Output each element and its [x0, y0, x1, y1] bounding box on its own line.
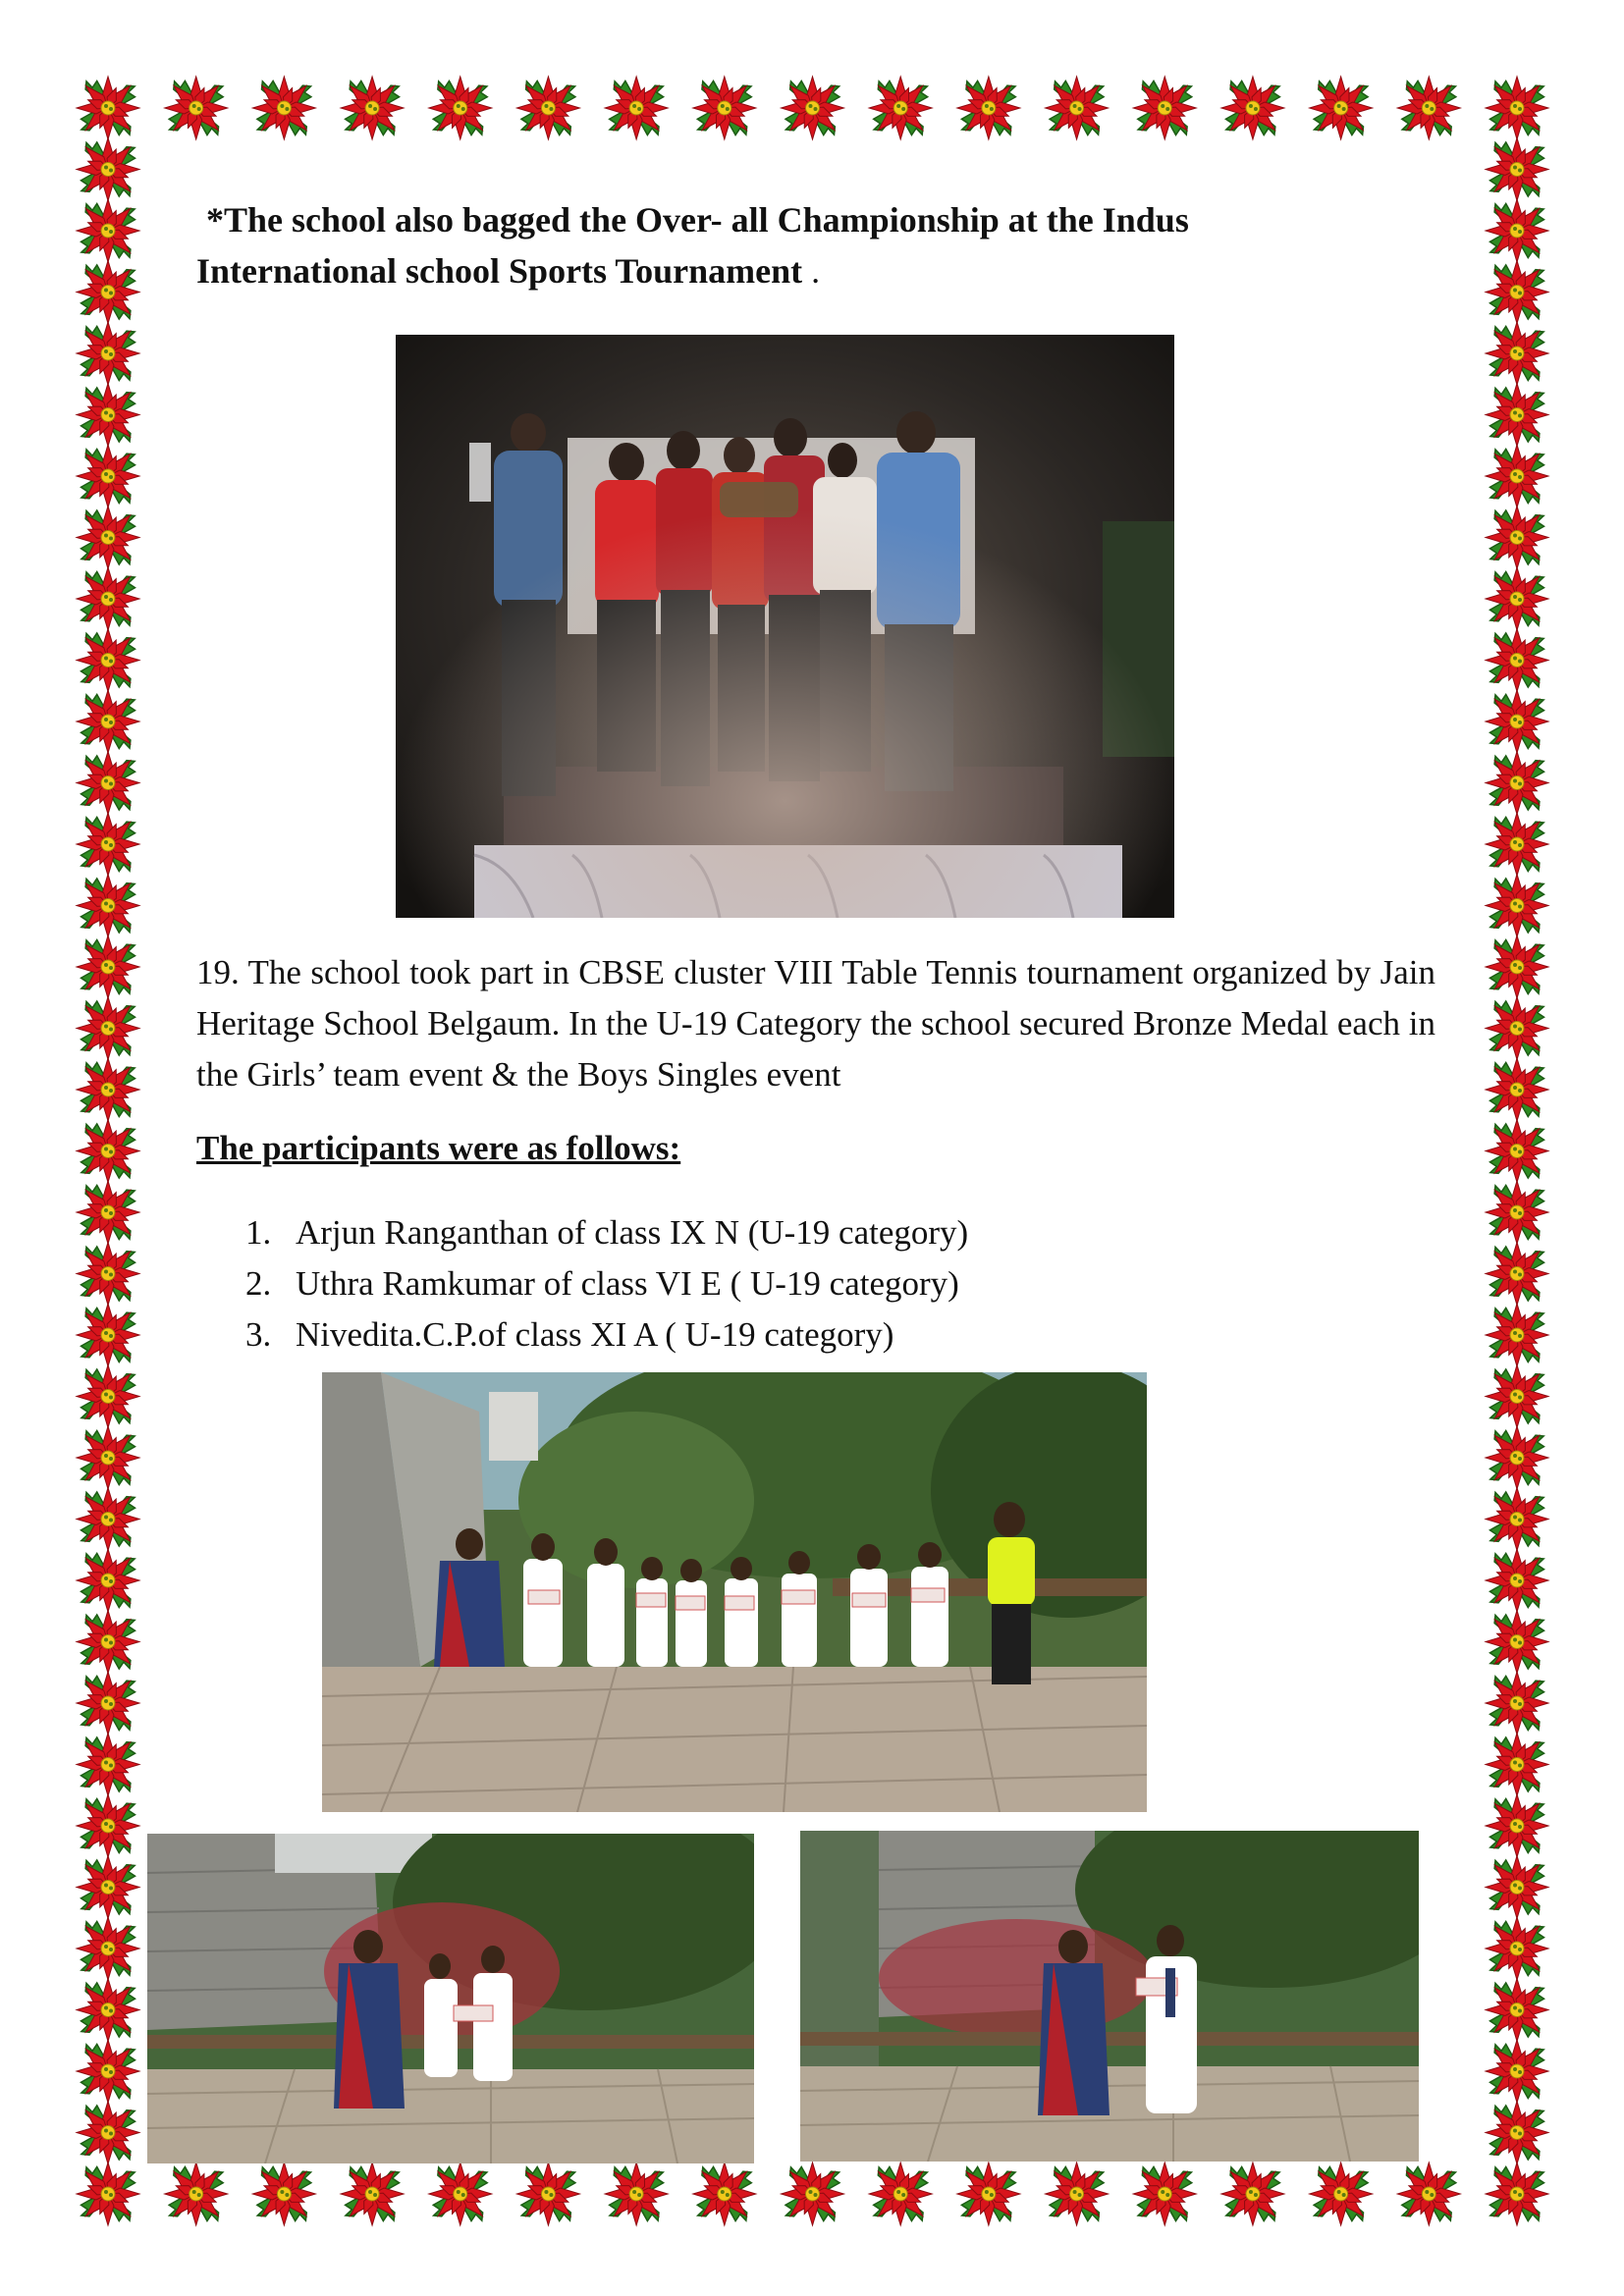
list-item-number: 3.: [245, 1315, 272, 1354]
poinsettia-flower-icon: [341, 77, 404, 139]
list-item: [245, 1309, 968, 1361]
poinsettia-flower-icon: [341, 2163, 404, 2225]
poinsettia-flower-icon: [1486, 1734, 1548, 1796]
poinsettia-flower-icon: [1486, 77, 1548, 139]
poinsettia-flower-icon: [1486, 2040, 1548, 2103]
girls-team-photo: [147, 1834, 754, 2163]
trophy-presentation-photo: [396, 335, 1174, 918]
poinsettia-flower-icon: [516, 2163, 579, 2225]
poinsettia-flower-icon: [1486, 1243, 1548, 1306]
poinsettia-flower-icon: [782, 77, 844, 139]
poinsettia-flower-icon: [1397, 77, 1460, 139]
poinsettia-flower-icon: [1486, 1611, 1548, 1674]
poinsettia-flower-icon: [77, 1734, 139, 1796]
poinsettia-flower-icon: [1486, 199, 1548, 262]
poinsettia-flower-icon: [77, 199, 139, 262]
poinsettia-flower-icon: [1486, 138, 1548, 201]
poinsettia-flower-icon: [1486, 1426, 1548, 1489]
poinsettia-flower-icon: [605, 2163, 668, 2225]
poinsettia-flower-icon: [1486, 2102, 1548, 2164]
poinsettia-flower-icon: [1133, 2163, 1196, 2225]
poinsettia-flower-icon: [693, 2163, 756, 2225]
poinsettia-flower-icon: [252, 77, 315, 139]
poinsettia-flower-icon: [77, 2040, 139, 2103]
championship-heading: [196, 194, 1375, 296]
poinsettia-flower-icon: [1397, 2163, 1460, 2225]
poinsettia-flower-icon: [77, 138, 139, 201]
poinsettia-flower-icon: [1486, 752, 1548, 815]
poinsettia-flower-icon: [1046, 77, 1109, 139]
poinsettia-flower-icon: [1486, 1488, 1548, 1551]
poinsettia-flower-icon: [957, 2163, 1020, 2225]
poinsettia-flower-icon: [77, 690, 139, 753]
poinsettia-flower-icon: [77, 1488, 139, 1551]
poinsettia-flower-icon: [77, 1120, 139, 1183]
poinsettia-flower-icon: [77, 1243, 139, 1306]
poinsettia-flower-icon: [1486, 629, 1548, 692]
poinsettia-flower-icon: [429, 2163, 492, 2225]
poinsettia-flower-icon: [77, 77, 139, 139]
poinsettia-flower-icon: [1486, 567, 1548, 630]
poinsettia-flower-icon: [1221, 77, 1284, 139]
poinsettia-flower-icon: [1221, 2163, 1284, 2225]
group-certificates-photo: [322, 1372, 1147, 1812]
heading-line-2: International school Sports Tournament: [196, 251, 803, 291]
poinsettia-flower-icon: [1486, 445, 1548, 507]
poinsettia-flower-icon: [252, 2163, 315, 2225]
poinsettia-flower-icon: [77, 445, 139, 507]
poinsettia-flower-icon: [1486, 384, 1548, 447]
poinsettia-flower-icon: [77, 2163, 139, 2225]
poinsettia-flower-icon: [77, 1549, 139, 1612]
poinsettia-flower-icon: [77, 1672, 139, 1735]
poinsettia-flower-icon: [1486, 1058, 1548, 1121]
poinsettia-flower-icon: [77, 1611, 139, 1674]
list-item-text: Nivedita.C.P.of class XI A ( U-19 category): [296, 1315, 894, 1354]
poinsettia-flower-icon: [77, 322, 139, 385]
participants-list: [245, 1207, 968, 1361]
poinsettia-flower-icon: [1486, 1120, 1548, 1183]
poinsettia-flower-icon: [1486, 507, 1548, 569]
poinsettia-flower-icon: [1486, 1979, 1548, 2042]
poinsettia-flower-icon: [77, 1304, 139, 1366]
poinsettia-flower-icon: [77, 875, 139, 937]
poinsettia-flower-icon: [1486, 1917, 1548, 1980]
poinsettia-flower-icon: [1486, 1672, 1548, 1735]
poinsettia-flower-icon: [165, 77, 228, 139]
poinsettia-flower-icon: [1486, 2163, 1548, 2225]
poinsettia-flower-icon: [77, 752, 139, 815]
poinsettia-flower-icon: [1310, 2163, 1373, 2225]
poinsettia-flower-icon: [77, 567, 139, 630]
poinsettia-flower-icon: [77, 629, 139, 692]
list-item-text: Arjun Ranganthan of class IX N (U-19 category): [296, 1213, 969, 1252]
list-item-number: 2.: [245, 1264, 272, 1303]
poinsettia-flower-icon: [77, 1917, 139, 1980]
poinsettia-flower-icon: [869, 77, 932, 139]
poinsettia-flower-icon: [77, 1058, 139, 1121]
poinsettia-flower-icon: [1486, 997, 1548, 1060]
poinsettia-flower-icon: [1486, 875, 1548, 937]
poinsettia-flower-icon: [77, 261, 139, 324]
poinsettia-flower-icon: [77, 1979, 139, 2042]
poinsettia-flower-icon: [77, 813, 139, 876]
poinsettia-flower-icon: [77, 1181, 139, 1244]
poinsettia-flower-icon: [77, 1365, 139, 1428]
poinsettia-flower-icon: [1486, 813, 1548, 876]
poinsettia-flower-icon: [1486, 1181, 1548, 1244]
heading-line-1: *The school also bagged the Over- all Championship at the Indus: [206, 200, 1189, 240]
poinsettia-flower-icon: [869, 2163, 932, 2225]
poinsettia-flower-icon: [77, 507, 139, 569]
poinsettia-flower-icon: [1486, 1304, 1548, 1366]
poinsettia-flower-icon: [1486, 322, 1548, 385]
boys-singles-photo: [800, 1831, 1419, 2162]
poinsettia-flower-icon: [1486, 1856, 1548, 1919]
poinsettia-flower-icon: [77, 997, 139, 1060]
poinsettia-flower-icon: [165, 2163, 228, 2225]
poinsettia-flower-icon: [77, 1794, 139, 1857]
poinsettia-flower-icon: [516, 77, 579, 139]
poinsettia-flower-icon: [605, 77, 668, 139]
poinsettia-flower-icon: [1486, 261, 1548, 324]
poinsettia-flower-icon: [1486, 1365, 1548, 1428]
poinsettia-flower-icon: [1486, 1794, 1548, 1857]
poinsettia-flower-icon: [77, 1426, 139, 1489]
poinsettia-flower-icon: [693, 77, 756, 139]
poinsettia-flower-icon: [1133, 77, 1196, 139]
list-item: [245, 1258, 968, 1309]
poinsettia-flower-icon: [77, 2102, 139, 2164]
poinsettia-flower-icon: [1486, 935, 1548, 998]
list-item-text: Uthra Ramkumar of class VI E ( U-19 category): [296, 1264, 959, 1303]
poinsettia-flower-icon: [429, 77, 492, 139]
poinsettia-flower-icon: [77, 384, 139, 447]
poinsettia-flower-icon: [1310, 77, 1373, 139]
heading-line-2-end: .: [802, 251, 821, 291]
poinsettia-flower-icon: [77, 935, 139, 998]
list-item-number: 1.: [245, 1213, 272, 1252]
list-item: [245, 1207, 968, 1258]
poinsettia-flower-icon: [1486, 690, 1548, 753]
poinsettia-flower-icon: [77, 1856, 139, 1919]
poinsettia-flower-icon: [957, 77, 1020, 139]
poinsettia-flower-icon: [1486, 1549, 1548, 1612]
participants-heading: The participants were as follows:: [196, 1129, 681, 1167]
table-tennis-paragraph: 19. The school took part in CBSE cluster VIII Table Tennis tournament organized by Jain Heritage School Belgaum. In the U-19 Category the school secured Bronze Medal each in the Girls’ team event & the Boys Singles event: [196, 953, 1435, 1094]
poinsettia-flower-icon: [782, 2163, 844, 2225]
poinsettia-flower-icon: [1046, 2163, 1109, 2225]
